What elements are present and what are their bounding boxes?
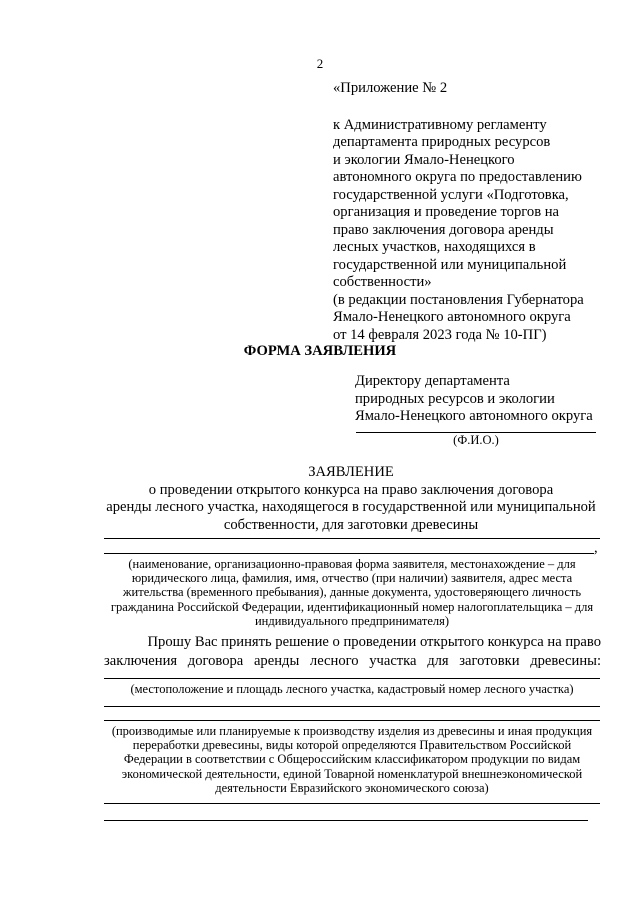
- appendix-line: и экологии Ямало-Ненецкого: [333, 151, 515, 168]
- page-number: 2: [316, 56, 324, 71]
- appendix-line: организация и проведение торгов на: [333, 204, 560, 220]
- applicant-caption: [104, 557, 600, 628]
- applicant-blank-line[interactable]: [104, 538, 600, 539]
- appendix-line: автономного округа по предоставлению: [333, 169, 582, 185]
- statement-line: аренды лесного участка, находящегося в государственной или муниципальной: [106, 499, 596, 515]
- addressee-block: [355, 373, 593, 426]
- appendix-line: государственной или муниципальной: [333, 256, 567, 273]
- appendix-line: (в редакции постановления Губернатора: [333, 291, 584, 308]
- products-blank-line[interactable]: [104, 803, 600, 804]
- statement-title: ЗАЯВЛЕНИЕ: [308, 464, 394, 480]
- applicant-blank-line[interactable]: [104, 553, 594, 554]
- appendix-line: к Административному регламенту: [333, 116, 547, 133]
- caption-line: экономической деятельности, единой Товарной номенклатурой внешнеэкономической: [121, 766, 583, 781]
- trailing-comma: ,: [594, 540, 598, 556]
- products-blank-line[interactable]: [104, 720, 600, 721]
- statement-line: собственности, для заготовки древесины: [223, 516, 479, 533]
- caption-line: деятельности Евразийского экономического союза): [215, 780, 489, 795]
- caption-line: Федерации в соответствии с Общероссийским классификатором продукции по видам: [123, 752, 581, 767]
- plot-blank-line[interactable]: [104, 678, 600, 679]
- request-line: Прошу Вас принять решение о проведении открытого конкурса на право: [147, 634, 601, 650]
- caption-line: жительства (временного пребывания), данные документа, удостоверяющего личность: [122, 585, 582, 600]
- caption-line: (производимые или планируемые к производству изделия из древесины и иная продукция: [111, 724, 593, 738]
- caption-line: индивидуального предпринимателя): [254, 613, 450, 628]
- fio-caption: (Ф.И.О.): [453, 433, 499, 447]
- appendix-line: Ямало-Ненецкого автономного округа: [333, 309, 571, 325]
- statement-line: о проведении открытого конкурса на право заключения договора: [148, 481, 554, 498]
- appendix-block: [333, 80, 584, 344]
- appendix-line: лесных участков, находящихся в: [333, 239, 536, 255]
- request-line: заключения договора аренды лесного участка для заготовки древесины:: [104, 653, 601, 669]
- caption-line: переработки древесины, виды которой определяются Правительством Российской: [132, 738, 572, 753]
- addressee-line: Ямало-Ненецкого автономного округа: [355, 408, 593, 424]
- appendix-heading: «Приложение № 2: [333, 80, 448, 96]
- caption-line: юридического лица, фамилия, имя, отчество (при наличии) заявителя, адрес места: [131, 571, 573, 586]
- request-paragraph: [104, 633, 601, 671]
- products-blank-line[interactable]: [104, 820, 588, 821]
- addressee-line: природных ресурсов и экологии: [355, 390, 555, 407]
- appendix-line: государственной услуги «Подготовка,: [333, 186, 569, 203]
- appendix-line: департамента природных ресурсов: [333, 134, 551, 150]
- products-caption: [104, 724, 600, 795]
- caption-line: гражданина Российской Федерации, идентификационный номер налогоплательщика – для: [110, 599, 594, 614]
- appendix-line: право заключения договора аренды: [333, 221, 554, 238]
- plot-caption: (местоположение и площадь лесного участка, кадастровый номер лесного участка): [130, 682, 574, 696]
- appendix-line: от 14 февраля 2023 года № 10-ПГ): [333, 326, 547, 343]
- caption-line: (наименование, организационно-правовая форма заявителя, местонахождение – для: [128, 557, 576, 571]
- form-title: ФОРМА ЗАЯВЛЕНИЯ: [243, 343, 397, 359]
- appendix-line: собственности»: [333, 274, 432, 290]
- addressee-line: Директору департамента: [355, 373, 510, 389]
- statement-heading: [96, 464, 606, 534]
- products-blank-line[interactable]: [104, 706, 600, 707]
